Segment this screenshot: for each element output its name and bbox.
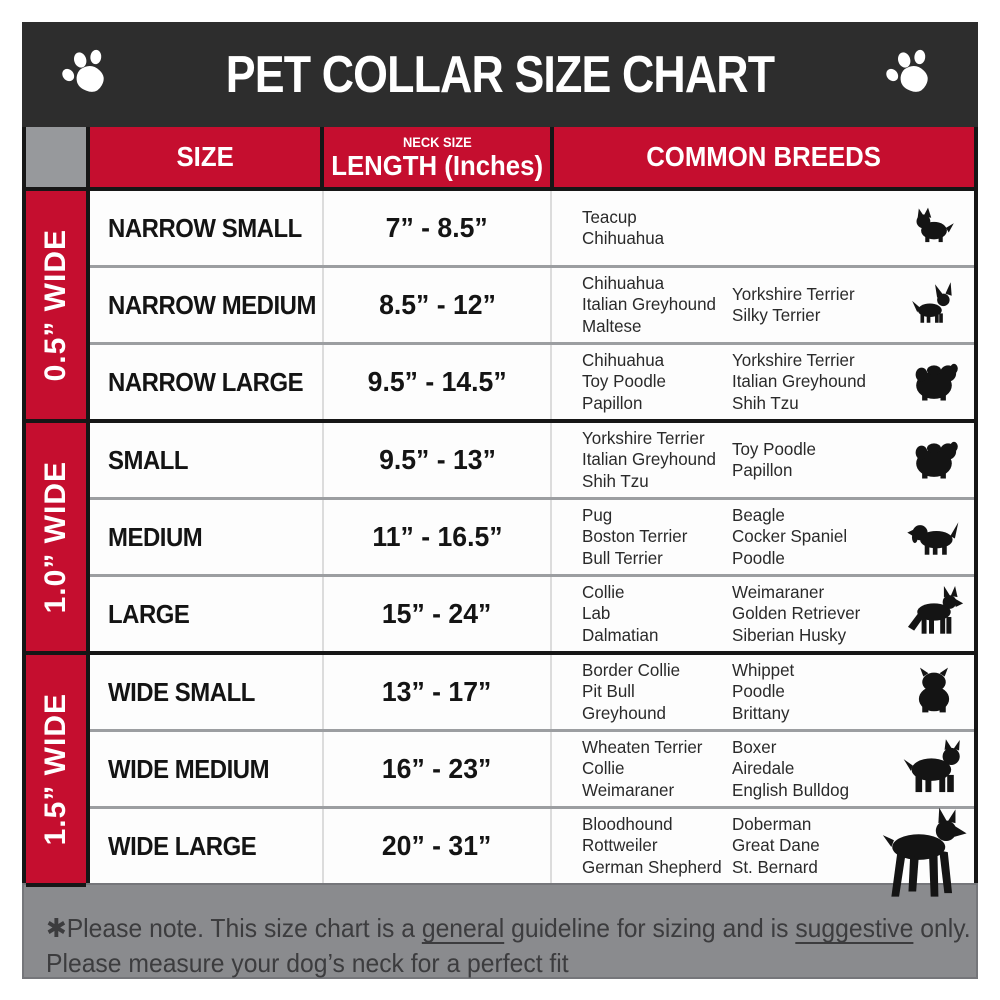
title-bar xyxy=(22,22,978,127)
neck-length-cell xyxy=(324,500,552,574)
paw-icon xyxy=(58,45,118,105)
breeds-column-2 xyxy=(732,284,898,327)
neck-length-cell xyxy=(324,732,552,806)
breed-name: English Bulldog xyxy=(732,779,850,800)
breed-name: Boxer xyxy=(732,736,777,757)
breeds-column-1 xyxy=(582,273,732,337)
breeds-column-1 xyxy=(582,350,732,414)
footer-note-line2: Please measure your dog’s neck for a perfect fit xyxy=(46,948,569,979)
breed-name: Bloodhound xyxy=(582,813,673,834)
table-row xyxy=(90,500,974,574)
breed-name: Yorkshire Terrier xyxy=(732,349,855,370)
common-breeds-cell xyxy=(552,345,974,419)
size-name-cell xyxy=(90,345,324,419)
breed-name: Airedale xyxy=(732,758,795,779)
breed-name: Boston Terrier xyxy=(582,526,688,547)
breeds-column-1 xyxy=(582,428,732,492)
common-breeds-cell xyxy=(552,655,974,729)
paw-icon xyxy=(882,45,942,105)
breeds-column-1 xyxy=(582,505,732,569)
breed-name: Shih Tzu xyxy=(582,470,649,491)
breed-name: St. Bernard xyxy=(732,856,818,877)
breed-name: Siberian Husky xyxy=(732,624,847,645)
breed-name: Whippet xyxy=(732,659,795,680)
breed-name: Cocker Spaniel xyxy=(732,526,848,547)
shih-tzu-icon xyxy=(907,353,961,407)
size-name: WIDE MEDIUM xyxy=(108,753,270,784)
header-spacer xyxy=(26,127,86,187)
neck-length-value: 9.5” - 14.5” xyxy=(367,366,507,397)
breed-name: Papillon xyxy=(582,392,643,413)
neck-length-value: 9.5” - 13” xyxy=(378,444,496,475)
table-row xyxy=(90,191,974,265)
page-title: PET COLLAR SIZE CHART xyxy=(225,45,775,104)
table-row xyxy=(90,345,974,419)
shepherd-icon xyxy=(903,581,965,643)
breed-name: Border Collie xyxy=(582,659,681,680)
table-row xyxy=(90,809,974,883)
header-length-label: LENGTH (Inches) xyxy=(331,149,543,181)
header-neck-size-length xyxy=(324,127,550,187)
breed-name: Collie xyxy=(582,581,625,602)
size-name: MEDIUM xyxy=(108,521,203,552)
common-breeds-cell xyxy=(552,577,974,651)
shih-tzu-icon-wrap xyxy=(898,423,970,497)
breed-name: Yorkshire Terrier xyxy=(582,427,705,448)
shih-tzu-icon-wrap xyxy=(898,345,970,419)
neck-length-cell xyxy=(324,423,552,497)
size-name: NARROW LARGE xyxy=(108,366,304,397)
breeds-column-1 xyxy=(582,737,732,801)
neck-length-value: 20” - 31” xyxy=(382,830,492,861)
breed-name: Lab xyxy=(582,603,611,624)
breeds-column-2 xyxy=(732,582,898,646)
size-groups xyxy=(26,191,974,883)
table-row xyxy=(90,577,974,651)
beagle-icon xyxy=(905,506,963,564)
breed-name: Maltese xyxy=(582,315,642,336)
breeds-column-2 xyxy=(732,737,898,801)
shih-tzu-icon xyxy=(907,431,961,485)
yorkie-icon xyxy=(911,203,957,249)
size-group-rows xyxy=(90,423,974,651)
breed-name: Chihuahua xyxy=(582,349,665,370)
breed-name: Chihuahua xyxy=(582,272,665,293)
size-group xyxy=(26,423,974,651)
neck-length-value: 11” - 16.5” xyxy=(371,521,503,552)
beagle-icon xyxy=(905,506,963,569)
chihuahua-icon-wrap xyxy=(898,268,970,342)
neck-length-value: 16” - 23” xyxy=(382,753,492,784)
yorkie-icon-wrap xyxy=(898,191,970,265)
shepherd-icon xyxy=(903,581,965,648)
breeds-column-1 xyxy=(582,814,732,878)
neck-length-cell xyxy=(324,809,552,883)
bulldog-icon xyxy=(906,662,962,718)
breed-name: Wheaten Terrier xyxy=(582,736,703,757)
pet-collar-size-chart-poster xyxy=(22,22,978,979)
width-group-label-text: 1.5” WIDE xyxy=(39,692,72,846)
breeds-column-2 xyxy=(732,505,898,569)
size-name-cell xyxy=(90,423,324,497)
breed-name: Italian Greyhound xyxy=(582,449,717,470)
common-breeds-cell xyxy=(552,809,974,883)
breed-name: German Shepherd xyxy=(582,856,722,877)
chihuahua-icon xyxy=(908,277,960,334)
common-breeds-cell xyxy=(552,500,974,574)
yorkie-icon xyxy=(911,203,957,254)
breed-name: Poodle xyxy=(732,547,785,568)
width-group-label xyxy=(26,423,86,651)
common-breeds-cell xyxy=(552,191,974,265)
size-name: NARROW MEDIUM xyxy=(108,289,316,320)
breed-name: Silky Terrier xyxy=(732,305,821,325)
table-row xyxy=(90,732,974,806)
shih-tzu-icon xyxy=(907,431,961,490)
breed-name: Italian Greyhound xyxy=(732,371,867,392)
size-name-cell xyxy=(90,732,324,806)
breed-name: Papillon xyxy=(732,460,793,480)
breed-name: Rottweiler xyxy=(582,835,658,856)
header-size: SIZE xyxy=(90,127,320,187)
neck-length-cell xyxy=(324,268,552,342)
breeds-column-1 xyxy=(582,582,732,646)
table-row xyxy=(90,268,974,342)
size-group xyxy=(26,655,974,883)
beagle-icon-wrap xyxy=(898,500,970,574)
table-row xyxy=(90,655,974,729)
breeds-column-1 xyxy=(582,660,732,724)
doberman-icon xyxy=(876,803,970,915)
size-name-cell xyxy=(90,809,324,883)
shepherd-icon-wrap xyxy=(898,577,970,651)
size-name-cell xyxy=(90,268,324,342)
breeds-column-2 xyxy=(732,814,898,878)
breed-name: Doberman xyxy=(732,813,812,834)
size-name-cell xyxy=(90,655,324,729)
breed-name: Teacup xyxy=(582,206,637,227)
size-name-cell xyxy=(90,577,324,651)
breeds-column-2 xyxy=(732,660,898,724)
table-header-row xyxy=(26,127,974,187)
common-breeds-cell xyxy=(552,423,974,497)
neck-length-value: 13” - 17” xyxy=(382,676,492,707)
neck-length-cell xyxy=(324,345,552,419)
size-group xyxy=(26,191,974,419)
size-name: SMALL xyxy=(108,444,189,475)
header-neck-size-label: NECK SIZE xyxy=(402,133,472,150)
neck-length-cell xyxy=(324,191,552,265)
common-breeds-cell xyxy=(552,268,974,342)
breed-name: Pit Bull xyxy=(582,681,635,702)
pitbull-icon xyxy=(901,734,967,800)
breed-name: Beagle xyxy=(732,504,785,525)
size-group-rows xyxy=(90,655,974,883)
neck-length-cell xyxy=(324,655,552,729)
breed-name: Yorkshire Terrier xyxy=(732,283,855,304)
size-name: WIDE LARGE xyxy=(108,830,257,861)
note-text: ✱Please note. This size chart is a xyxy=(46,913,422,943)
breed-name: Shih Tzu xyxy=(732,392,799,413)
breed-name: Brittany xyxy=(732,702,790,723)
table-row xyxy=(90,423,974,497)
size-group-rows xyxy=(90,191,974,419)
breeds-column-2 xyxy=(732,350,898,414)
breed-name: Great Dane xyxy=(732,835,820,856)
breeds-column-1 xyxy=(582,207,732,250)
bulldog-icon-wrap xyxy=(898,655,970,729)
breed-name: Collie xyxy=(582,758,625,779)
neck-length-cell xyxy=(324,577,552,651)
breed-name: Poodle xyxy=(732,681,785,702)
common-breeds-cell xyxy=(552,732,974,806)
breed-name: Dalmatian xyxy=(582,624,659,645)
neck-length-value: 15” - 24” xyxy=(382,598,492,629)
chihuahua-icon xyxy=(908,277,960,329)
footer-note-line1 xyxy=(46,911,971,946)
footer-note xyxy=(22,883,978,979)
breeds-column-2 xyxy=(732,439,898,482)
breed-name: Greyhound xyxy=(582,702,666,723)
shih-tzu-icon xyxy=(907,353,961,412)
underlined-note-word: suggestive xyxy=(795,913,914,943)
breed-name: Italian Greyhound xyxy=(582,294,717,315)
pitbull-icon-wrap xyxy=(898,732,970,806)
underlined-note-word: general xyxy=(421,913,505,943)
size-chart-table xyxy=(22,127,978,883)
breed-name: Weimaraner xyxy=(582,779,675,800)
breed-name: Golden Retriever xyxy=(732,603,861,624)
width-group-label-text: 1.0” WIDE xyxy=(39,460,72,614)
breed-name: Bull Terrier xyxy=(582,547,663,568)
header-common-breeds: COMMON BREEDS xyxy=(554,127,974,187)
breed-name: Weimaraner xyxy=(732,581,825,602)
breed-name: Toy Poodle xyxy=(732,438,816,459)
bulldog-icon xyxy=(906,662,962,723)
size-name-cell xyxy=(90,500,324,574)
neck-length-value: 8.5” - 12” xyxy=(378,289,496,320)
breed-name: Chihuahua xyxy=(582,228,665,248)
size-name-cell xyxy=(90,191,324,265)
breed-name: Toy Poodle xyxy=(582,371,666,392)
width-group-label-text: 0.5” WIDE xyxy=(39,228,72,382)
neck-length-value: 7” - 8.5” xyxy=(385,212,489,243)
breed-name: Pug xyxy=(582,504,613,525)
width-group-label xyxy=(26,191,86,419)
width-group-label xyxy=(26,655,86,883)
note-text: guideline for sizing and is xyxy=(504,913,796,943)
size-name: LARGE xyxy=(108,598,190,629)
note-text: only. xyxy=(913,913,971,943)
size-name: NARROW SMALL xyxy=(108,212,302,243)
pitbull-icon xyxy=(901,734,967,805)
size-name: WIDE SMALL xyxy=(108,676,255,707)
doberman-icon-wrap xyxy=(898,809,970,883)
